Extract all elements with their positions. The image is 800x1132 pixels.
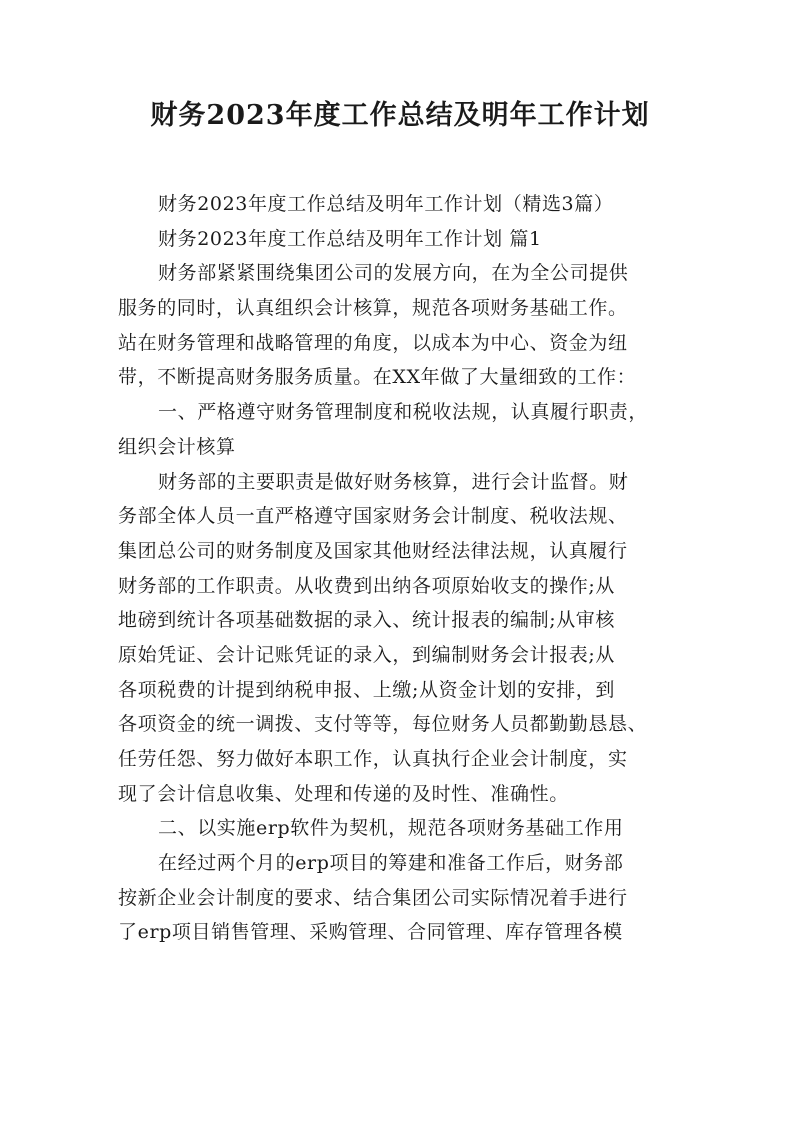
body-line: 一、严格遵守财务管理制度和税收法规，认真履行职责， xyxy=(158,401,649,424)
body-line: 各项税费的计提到纳税申报、上缴;从资金计划的安排，到 xyxy=(118,678,616,701)
body-line: 现了会计信息收集、处理和传递的及时性、准确性。 xyxy=(118,782,569,805)
body-line: 组织会计核算 xyxy=(118,435,236,458)
document-body xyxy=(118,187,686,950)
body-line: 服务的同时，认真组织会计核算，规范各项财务基础工作。 xyxy=(118,297,628,320)
body-line: 二、以实施erp软件为契机，规范各项财务基础工作用 xyxy=(158,817,624,840)
body-line: 站在财务管理和战略管理的角度，以成本为中心、资金为纽 xyxy=(118,331,628,354)
body-line: 任劳任怨、努力做好本职工作，认真执行企业会计制度，实 xyxy=(118,748,628,770)
body-line: 了erp项目销售管理、采购管理、合同管理、库存管理各模 xyxy=(118,921,623,944)
body-line: 各项资金的统一调拨、支付等等，每位财务人员都勤勤恳恳、 xyxy=(118,713,648,736)
body-line: 财务部的工作职责。从收费到出纳各项原始收支的操作;从 xyxy=(118,574,616,597)
body-line: 财务部紧紧围绕集团公司的发展方向，在为全公司提供 xyxy=(158,262,629,285)
body-line: 带，不断提高财务服务质量。在XX年做了大量细致的工作： xyxy=(118,366,637,389)
body-line: 财务2023年度工作总结及明年工作计划 篇1 xyxy=(158,227,542,250)
document-title: 财务2023年度工作总结及明年工作计划 xyxy=(150,100,650,131)
body-line: 在经过两个月的erp项目的筹建和准备工作后，财务部 xyxy=(158,852,624,875)
body-line: 地磅到统计各项基础数据的录入、统计报表的编制;从审核 xyxy=(118,609,616,632)
body-line: 集团总公司的财务制度及国家其他财经法律法规，认真履行 xyxy=(118,539,628,562)
body-line: 财务部的主要职责是做好财务核算，进行会计监督。财 xyxy=(158,470,629,493)
body-line: 财务2023年度工作总结及明年工作计划（精选3篇） xyxy=(158,193,614,215)
body-line: 原始凭证、会计记账凭证的录入，到编制财务会计报表;从 xyxy=(118,643,616,666)
body-line: 务部全体人员一直严格遵守国家财务会计制度、税收法规、 xyxy=(118,505,628,528)
body-line: 按新企业会计制度的要求、结合集团公司实际情况着手进行 xyxy=(118,886,628,909)
